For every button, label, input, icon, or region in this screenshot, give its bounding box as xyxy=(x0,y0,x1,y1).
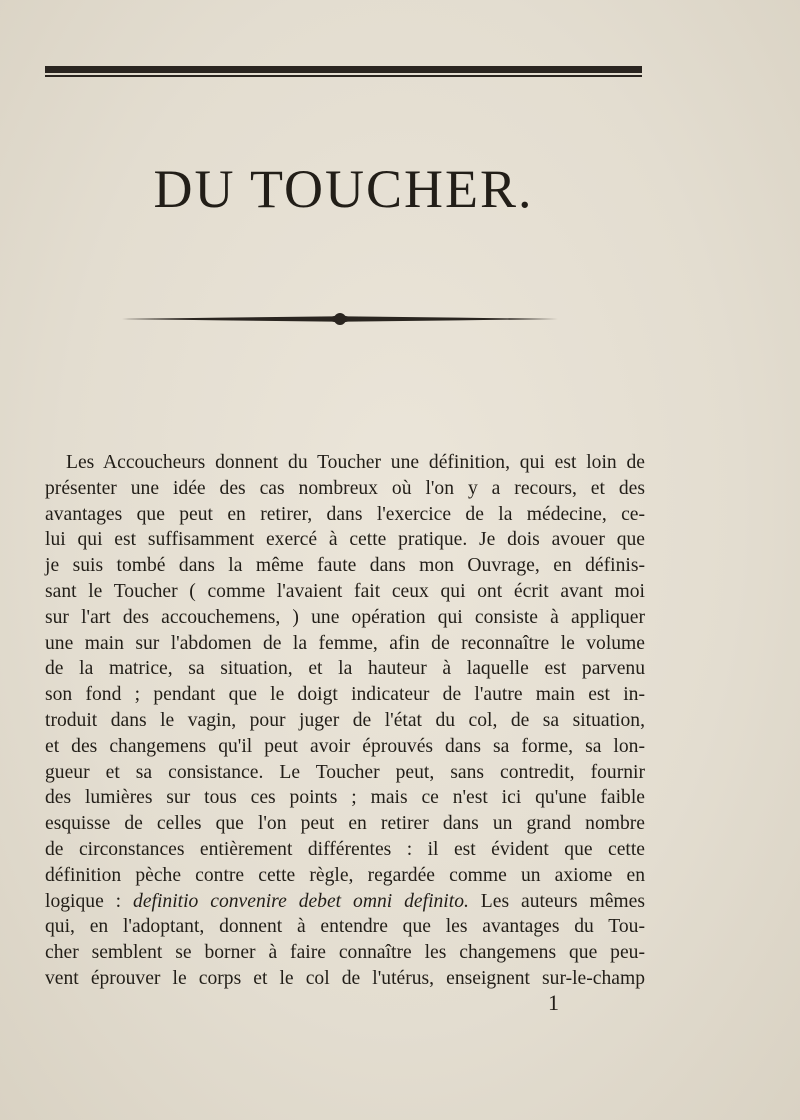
text-line: des lumières sur tous ces points ; mais ce n'est ici qu'une faible xyxy=(45,787,645,809)
text-line: définition pèche contre cette règle, regardée comme un axiome en xyxy=(45,864,645,886)
double-rule-header xyxy=(45,66,642,77)
text-fragment: Les auteurs mêmes xyxy=(468,890,645,912)
text-line: cher semblent se borner à faire connaître les changemens que peu- xyxy=(45,942,645,964)
page-number: 1 xyxy=(548,990,559,1015)
text-line: sant le Toucher ( comme l'avaient fait ceux qui ont écrit avant moi xyxy=(45,580,645,602)
body-text xyxy=(45,450,645,992)
text-line: une main sur l'abdomen de la femme, afin de reconnaître le volume xyxy=(45,632,645,654)
text-line: Les Accoucheurs donnent du Toucher une définition, qui est loin de xyxy=(66,452,645,473)
text-fragment: logique : xyxy=(45,890,134,912)
text-line: son fond ; pendant que le doigt indicateur de l'autre main est in- xyxy=(45,684,645,706)
text-line: je suis tombé dans la même faute dans mon Ouvrage, en définis- xyxy=(45,555,645,577)
text-line: vent éprouver le corps et le col de l'utérus, enseignent sur-le-champ xyxy=(45,967,645,989)
text-line: sur l'art des accouchemens, ) une opération qui consiste à appliquer xyxy=(45,606,645,628)
thin-rule xyxy=(45,75,642,77)
latin-quote: definitio convenire debet omni definito. xyxy=(133,890,469,912)
ornament-divider xyxy=(122,309,558,329)
text-line-with-latin xyxy=(45,889,645,915)
text-line: qui, en l'adoptant, donnent à entendre que les avantages du Tou- xyxy=(45,916,645,938)
text-line: présenter une idée des cas nombreux où l'on y a recours, et des xyxy=(45,477,645,499)
text-line: troduit dans le vagin, pour juger de l'état du col, de sa situation, xyxy=(45,709,645,731)
text-line: lui qui est suffisamment exercé à cette pratique. Je dois avouer que xyxy=(45,529,645,551)
thick-rule xyxy=(45,66,642,73)
text-line: de circonstances entièrement différentes : il est évident que cette xyxy=(45,838,645,860)
text-line: avantages que peut en retirer, dans l'exercice de la médecine, ce- xyxy=(45,503,645,525)
text-line: esquisse de celles que l'on peut en retirer dans un grand nombre xyxy=(45,813,645,835)
text-line: de la matrice, sa situation, et la hauteur à laquelle est parvenu xyxy=(45,658,645,680)
text-line: gueur et sa consistance. Le Toucher peut, sans contredit, fournir xyxy=(45,761,645,783)
chapter-title: DU TOUCHER. xyxy=(153,159,534,219)
text-line: et des changemens qu'il peut avoir éprouvés dans sa forme, sa lon- xyxy=(45,735,645,757)
